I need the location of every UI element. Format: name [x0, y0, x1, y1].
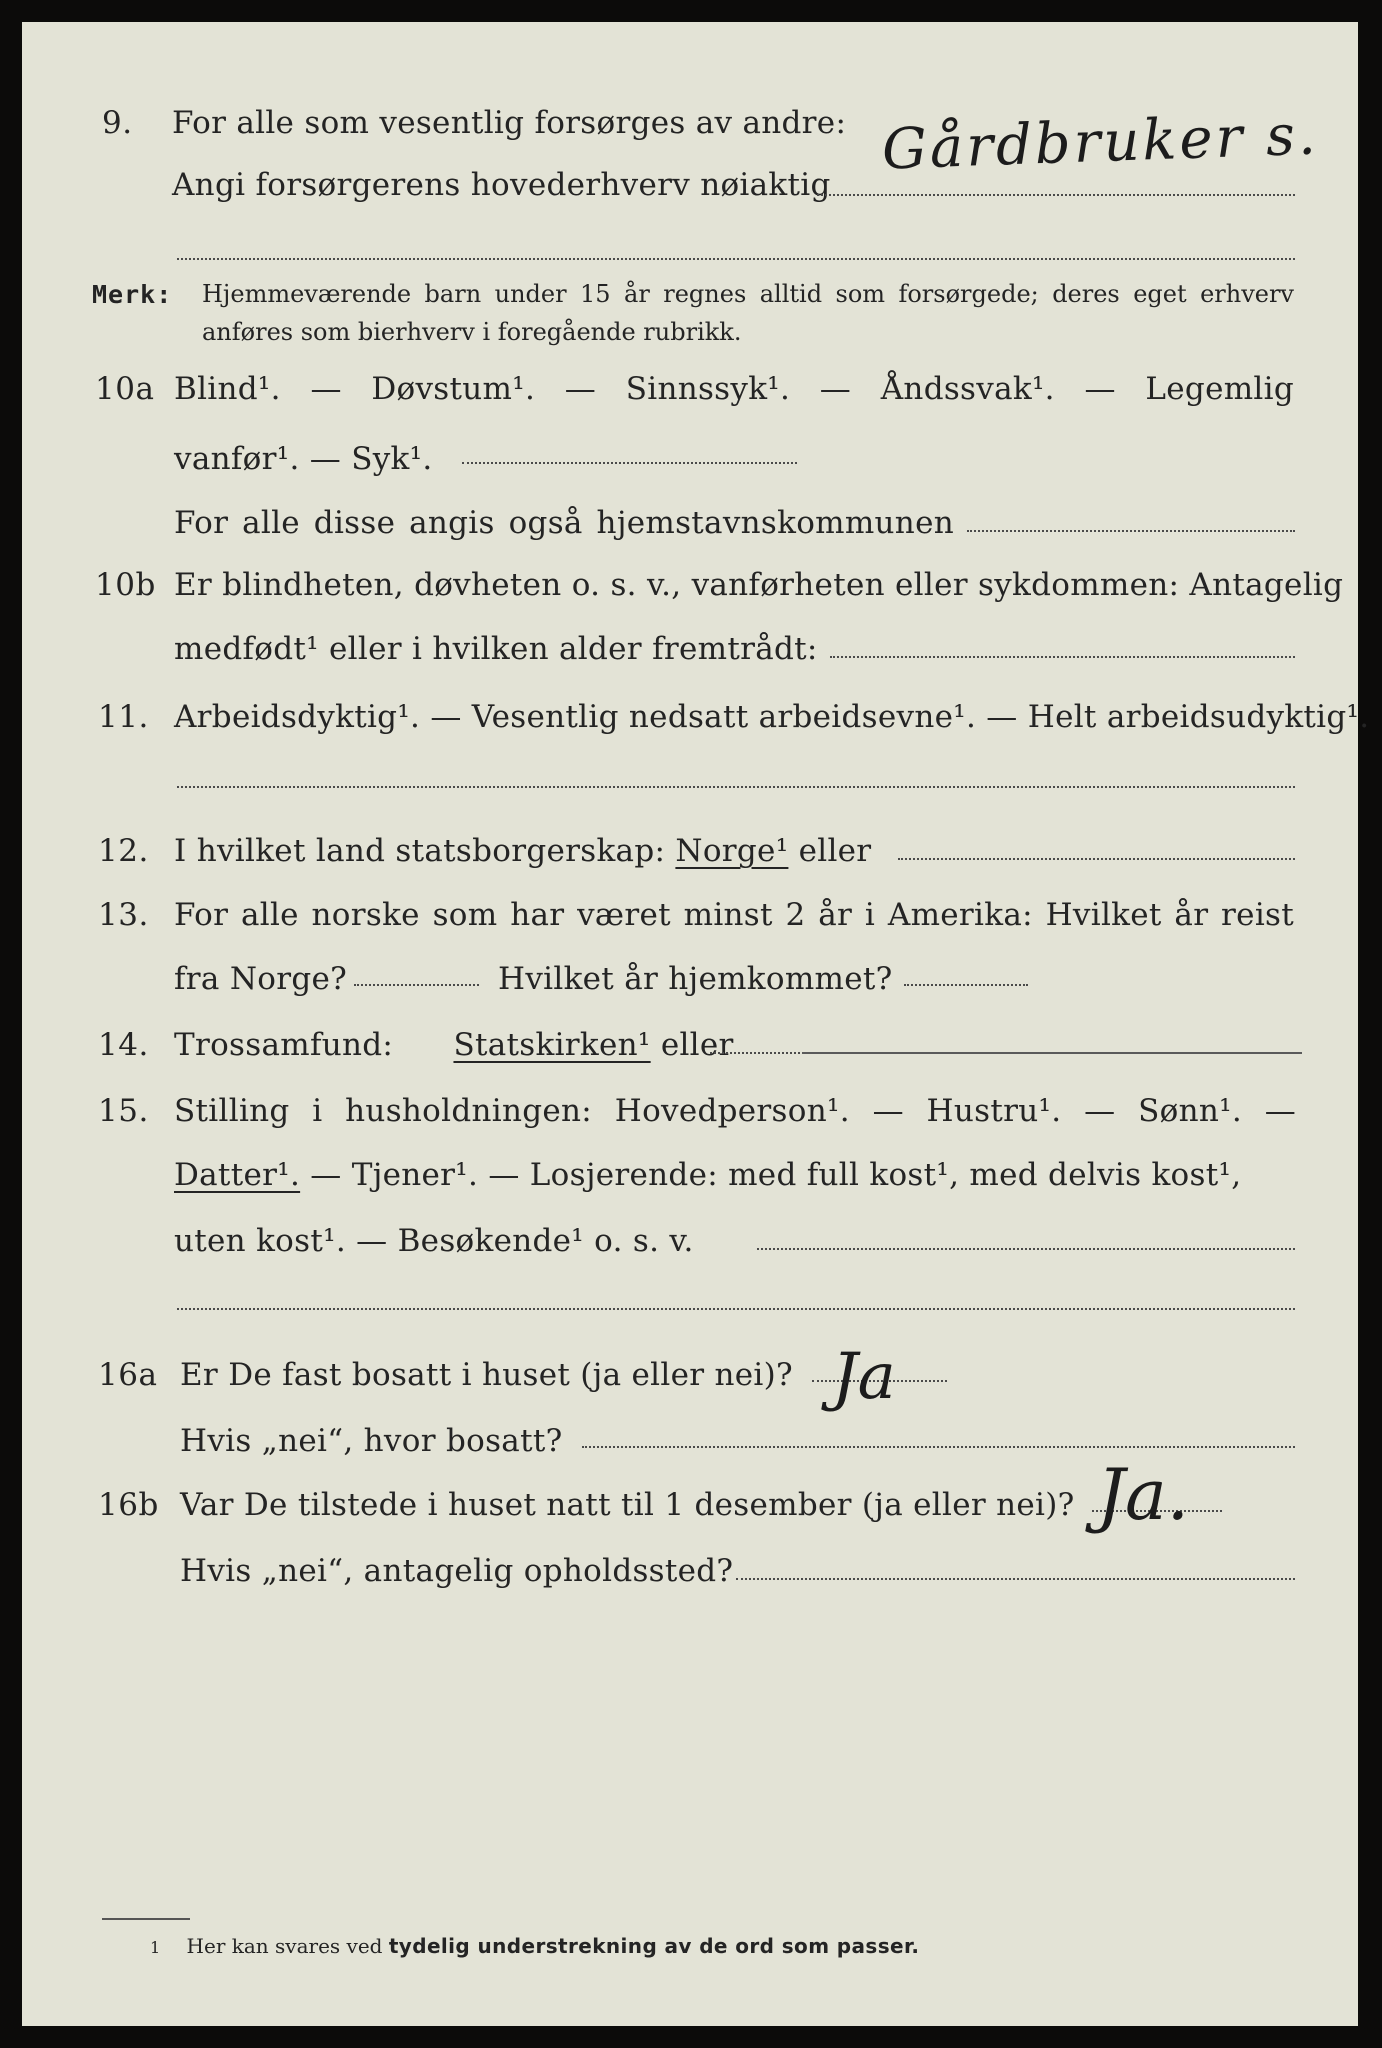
q10a-kommune-line — [967, 530, 1295, 532]
footnote — [150, 1934, 919, 1958]
q16a-bosatt-line — [582, 1446, 1295, 1448]
footnote-rule — [102, 1918, 190, 1920]
q13-line2a: fra Norge? — [174, 961, 348, 997]
q14-number: 14. — [98, 1027, 149, 1063]
q15-answer-line — [757, 1248, 1295, 1250]
q15-line2-rest: — Tjener¹. — Losjerende: med full kost¹, med delvis kost¹, — [310, 1157, 1242, 1193]
q10b-line2: medfødt¹ eller i hvilken alder fremtrådt: — [174, 631, 818, 667]
q15-number: 15. — [98, 1093, 149, 1129]
q10a-number: 10a — [95, 371, 155, 407]
q14-prefix: Trossamfund: — [174, 1027, 394, 1063]
q12-line — [174, 832, 871, 870]
q9-handwritten-answer: Gårdbruker s. — [880, 102, 1320, 183]
q15-line2 — [174, 1156, 1241, 1194]
q9-number: 9. — [102, 105, 133, 141]
q9-answer-line — [817, 194, 1295, 196]
q12-suffix: eller — [798, 833, 872, 869]
q15-line3: uten kost¹. — Besøkende¹ o. s. v. — [174, 1223, 694, 1259]
q16a-number: 16a — [98, 1357, 158, 1393]
q10a-line1: Blind¹. — Døvstum¹. — Sinnssyk¹. — Åndssvak¹. — Legemlig — [174, 371, 1294, 407]
q14-answer-line — [802, 1052, 1302, 1054]
merk-label: Merk: — [92, 280, 173, 309]
q13-number: 13. — [98, 897, 149, 933]
q14-answer-dots — [710, 1052, 800, 1054]
q15-extra-line — [177, 1308, 1295, 1310]
q14-underlined-answer: Statskirken¹ — [453, 1027, 651, 1063]
q10a-syk-line — [462, 462, 797, 464]
q16b-handwritten-answer: Ja. — [1097, 1454, 1190, 1536]
q11-line1: Arbeidsdyktig¹. — Vesentlig nedsatt arbeidsevne¹. — Helt arbeidsudyktig¹. — [174, 699, 1370, 735]
q15-underlined-answer: Datter¹. — [174, 1157, 301, 1193]
census-form-page — [22, 22, 1370, 2026]
q16b-number: 16b — [98, 1487, 159, 1523]
q12-number: 12. — [98, 833, 149, 869]
q16b-line2: Hvis „nei“, antagelig opholdssted? — [180, 1553, 734, 1589]
q9-line1: For alle som vesentlig forsørges av andre: — [172, 105, 847, 141]
q13-reist-line — [354, 984, 479, 986]
q16a-handwritten-answer: Ja — [832, 1340, 896, 1414]
q9-extra-line — [177, 258, 1295, 260]
q14-suffix: eller — [660, 1027, 734, 1063]
q13-line2b: Hvilket år hjemkommet? — [498, 961, 893, 997]
q15-line1: Stilling i husholdningen: Hovedperson¹. — Hustru¹. — Sønn¹. — — [174, 1093, 1296, 1129]
q16a-line2: Hvis „nei“, hvor bosatt? — [180, 1423, 563, 1459]
footnote-text-plain: Her kan svares ved — [186, 1934, 383, 1958]
footnote-text-bold: tydelig understrekning av de ord som passer. — [388, 1934, 920, 1958]
footnote-mark: 1 — [150, 1938, 161, 1957]
q16a-line1: Er De fast bosatt i huset (ja eller nei)? — [180, 1357, 793, 1393]
merk-line2: anføres som bierhverv i foregående rubrikk. — [202, 318, 742, 346]
q12-underlined-answer: Norge¹ — [675, 833, 789, 869]
q10b-number: 10b — [95, 567, 156, 603]
q10a-line2: vanfør¹. — Syk¹. — [174, 441, 433, 477]
q11-number: 11. — [98, 699, 149, 735]
q11-answer-line — [177, 786, 1295, 788]
q13-hjemkommet-line — [904, 984, 1028, 986]
q10a-line3: For alle disse angis også hjemstavnskommunen — [174, 505, 954, 541]
q10b-answer-line — [830, 656, 1295, 658]
q16b-line1: Var De tilstede i huset natt til 1 desember (ja eller nei)? — [180, 1487, 1075, 1523]
q10b-line1: Er blindheten, døvheten o. s. v., vanførheten eller sykdommen: Antagelig — [174, 567, 1344, 603]
q13-line1: For alle norske som har været minst 2 år i Amerika: Hvilket år reist — [174, 897, 1294, 933]
q12-prefix: I hvilket land statsborgerskap: — [174, 833, 666, 869]
q16b-opholdssted-line — [736, 1578, 1295, 1580]
q14-line — [174, 1026, 734, 1064]
q12-answer-line — [898, 858, 1295, 860]
q9-line2: Angi forsørgerens hovederhverv nøiaktig — [172, 167, 831, 203]
merk-line1: Hjemmeværende barn under 15 år regnes alltid som forsørgede; deres eget erhverv — [202, 280, 1294, 308]
